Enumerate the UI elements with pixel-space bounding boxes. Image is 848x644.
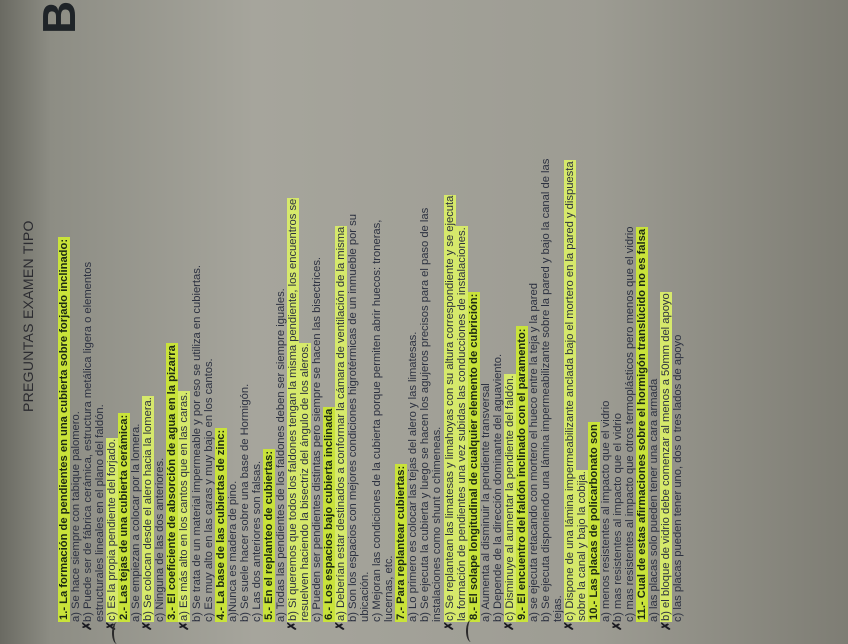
line-text: instalaciones como shunt o chimeneas. (431, 426, 444, 622)
line-text: c) mas resistentes al impacto que otros termoplásticos pero menos que el vidrio (624, 226, 637, 622)
line-text: 4.- La base de las cubiertas de zinc: (214, 429, 227, 620)
line-text: sobre la canal y bajo la cobija. (576, 471, 589, 621)
answer-line (431, 22, 443, 622)
line-text: 11.- Cual de estas afirmaciones sobre el hormigón translúcido no es falsa (636, 228, 649, 620)
line-text: 7.- Para replantear cubiertas: (395, 465, 408, 620)
rotated-page (14, 0, 784, 631)
answer-line (275, 22, 287, 622)
answer-line (94, 22, 106, 622)
answer-line (624, 22, 636, 622)
line-text: la formación de pendientes una vez subidas las conducciones de instalaciones. (455, 227, 468, 621)
answer-line (130, 22, 142, 622)
line-text: 1.- La formación de pendientes en una cubierta sobre forjado inclinado: (58, 238, 70, 620)
pen-curl-mark (112, 622, 122, 644)
answer-line (660, 22, 672, 622)
pen-check-mark: ✗ (333, 620, 348, 631)
line-text: b) Se suele hacer sobre una base de Hormigón. (238, 383, 251, 622)
answer-line (528, 22, 540, 622)
question-heading (58, 22, 70, 622)
question-heading (118, 22, 130, 622)
line-text: 3.- El coeficiente de absorción de agua en la pizarra (166, 345, 179, 620)
pen-check-mark: ✗ (284, 620, 299, 631)
answer-line (672, 22, 684, 622)
answer-line (227, 22, 239, 622)
answer-line (407, 22, 419, 622)
answer-line (311, 22, 323, 622)
line-text: c) las placas pueden tener uno, dos o tres lados de apoyo (672, 334, 685, 622)
line-text: a) Se empiezan a colocar por la lomera. (130, 423, 143, 622)
pen-check-mark: ✗ (104, 620, 119, 631)
answer-line (142, 22, 154, 622)
answer-line (444, 22, 456, 622)
pen-check-mark: ✗ (610, 620, 625, 631)
question-heading (636, 22, 648, 622)
line-text: c) Ninguna de las dos anteriores. (154, 457, 167, 622)
answer-line (576, 22, 588, 622)
page-heading: PREGUNTAS EXAMEN TIPO (20, 220, 36, 412)
line-text: c) Se replantean las limatesas y limahoyas con su altura correspondiente y se ejecuta (443, 195, 456, 621)
pen-check-mark: ✗ (80, 620, 95, 631)
line-text: c) Dispone de una lámina impermeabilizante anclada bajo el mortero en la pared y dispuesta (563, 161, 576, 621)
answer-line (191, 22, 203, 622)
answer-line (552, 22, 564, 622)
line-text: c) Es la propia pendiente del forjado. (106, 438, 119, 621)
answer-line (564, 22, 576, 622)
question-heading (263, 22, 275, 622)
answer-line (492, 22, 504, 622)
line-text: b) mas resistentes al impacto que el vidrio (612, 413, 625, 622)
line-text: b) Si queremos que todos los faldones tengan la misma pendiente, los encuentros se (286, 198, 299, 621)
pen-check-mark: ✗ (658, 620, 673, 631)
line-text: b) Se ejecuta disponiendo una lámina impermeabilizante sobre la pared y bajo la canal de las (539, 158, 552, 622)
answer-line (82, 22, 94, 622)
line-text: b) Depende de la dirección dominante del aguaviento. (491, 353, 504, 622)
line-text: c) Es muy alto en las caras y muy bajo en los cantos. (202, 358, 215, 622)
corner-letter: B (33, 0, 85, 34)
pen-curl-mark (466, 620, 476, 642)
line-text: b) Son los espacios con mejores condiciones higrotérmicas de un inmueble por su (347, 214, 360, 622)
answer-line (359, 22, 371, 622)
line-text: a) Se hace siempre con tabique palomero. (70, 411, 83, 622)
answer-line (239, 22, 251, 622)
line-text: 9.- El encuentro del faldón inclinado con el paramento: (515, 328, 528, 620)
answer-line (106, 22, 118, 622)
answer-line (154, 22, 166, 622)
answer-line (648, 22, 660, 622)
question-heading (166, 22, 178, 622)
line-text: a) Aumenta al disminuir la pendiente transversal (479, 383, 492, 622)
answer-line (419, 22, 431, 622)
answer-line (299, 22, 311, 622)
line-text: a) Lo primero es colocar las tejas del alero y las limatesas. (407, 331, 420, 622)
line-text: estructurales lineales en el plano del faldón. (94, 404, 107, 622)
pen-check-mark: ✗ (501, 620, 516, 631)
question-heading (395, 22, 407, 622)
line-text: lucernas, etc. (383, 555, 396, 622)
line-text: 5.- En el replanteo de cubiertas: (262, 450, 275, 620)
line-text: b) Se colocan desde el alero hacia la lomera. (142, 397, 155, 621)
line-text: a) menos resistentes al impacto que el vidrio (600, 400, 613, 622)
answer-line (251, 22, 263, 622)
line-text: ubicación. (359, 571, 372, 622)
answer-line (178, 22, 190, 622)
answer-line (600, 22, 612, 622)
question-heading (323, 22, 335, 622)
answer-line (456, 22, 468, 622)
line-text: a) se ejecuta retacando con mortero el hueco entre la teja y la pared (527, 283, 540, 622)
answer-line (612, 22, 624, 622)
line-text: b) Puede ser de fábrica cerámica, estructura metálica ligera o elementos (82, 261, 95, 622)
line-text: b) Se ejecuta la cubierta y luego se hacen los agujeros precisos para el paso de las (419, 207, 432, 622)
pen-check-mark: ✗ (441, 620, 456, 631)
line-text: a) Todas las pendientes de los faldones deben ser siempre iguales. (274, 288, 287, 622)
question-heading (588, 22, 600, 622)
question-heading (516, 22, 528, 622)
line-text: a) Es más alto en los cantos que en las caras. (178, 392, 191, 621)
line-text: c) Pueden ser pendientes distintas pero siempre se hacen las bisectrices. (310, 256, 323, 622)
answer-line (335, 22, 347, 622)
line-text: 10.- Las placas de policarbonato son (588, 424, 601, 620)
answer-line (540, 22, 552, 622)
line-text: a) las placas solo pueden tener una cara armada (648, 378, 661, 622)
line-text: resuelven haciendo la bisectriz del ángulo de los aleros. (298, 343, 311, 621)
line-text: b) el bloque de vidrio debe comenzar al menos a 50mm del apoyo (660, 293, 673, 621)
line-text: tejas. (551, 595, 564, 622)
answer-line (347, 22, 359, 622)
line-text: c) Mejoran las condiciones de la cubierta porque permiten abrir huecos: troneras, (371, 219, 384, 622)
answer-line (504, 22, 516, 622)
line-text: b) Se trata de un material impermeable y por eso se utiliza en cubiertas. (190, 265, 203, 622)
question-heading (215, 22, 227, 622)
answer-line (480, 22, 492, 622)
answer-line (371, 22, 383, 622)
answer-line (70, 22, 82, 622)
line-text: 6.- Los espacios bajo cubierta inclinada (323, 408, 336, 620)
question-heading (468, 22, 480, 622)
line-text: 2.- Las tejas de una cubierta cerámica: (118, 414, 131, 620)
pen-check-mark: ✗ (176, 620, 191, 631)
answer-line (203, 22, 215, 622)
pen-check-mark: ✗ (562, 620, 577, 631)
question-list (58, 22, 684, 622)
line-text: a)Nunca es madera de pino. (226, 480, 239, 622)
line-text: 8.- El solape longitudinal de cualquier elemento de cubrición: (467, 293, 480, 620)
answer-line (383, 22, 395, 622)
answer-line (287, 22, 299, 622)
pen-check-mark: ✗ (140, 620, 155, 631)
line-text: c) Disminuye al aumentar la pendiente del faldón. (503, 375, 516, 621)
line-text: a) Deberían estar destinados a conformar la cámara de ventilación de la misma (335, 226, 348, 621)
line-text: c) Las dos anteriores son falsas. (250, 460, 263, 622)
